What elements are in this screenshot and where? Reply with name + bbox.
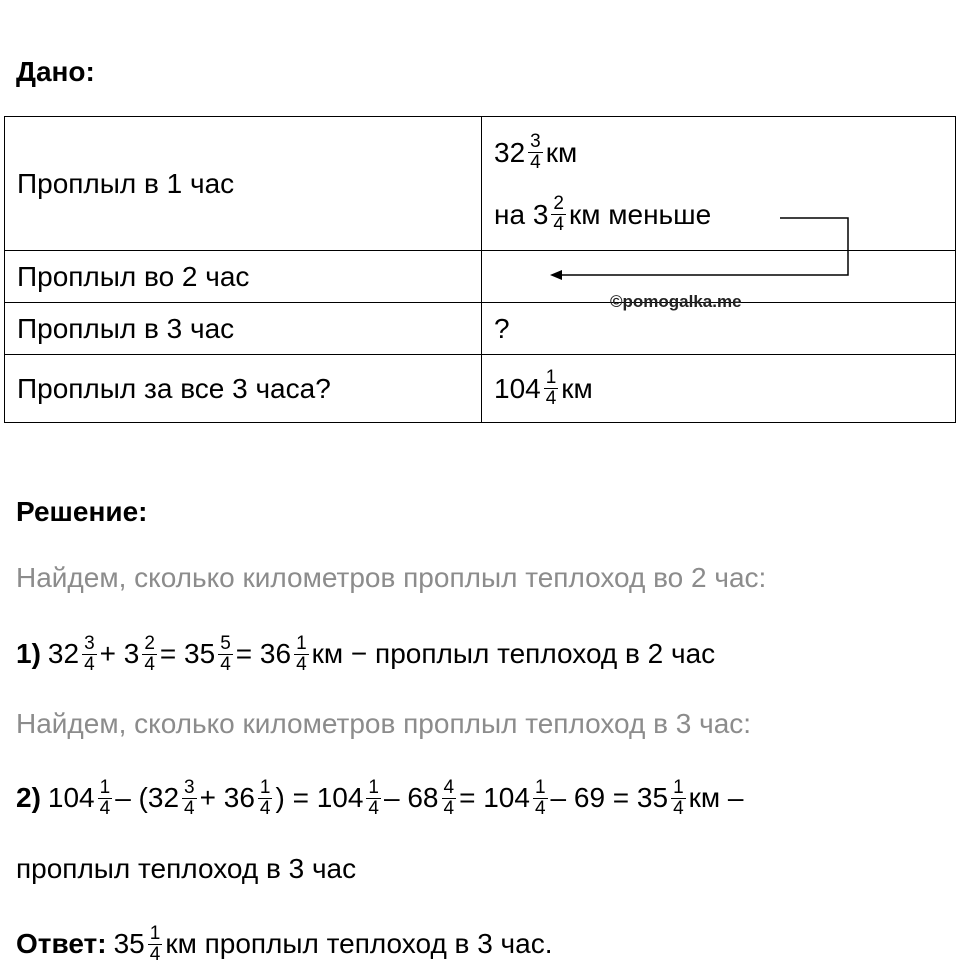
table-row [5, 355, 956, 423]
step2-fraction: $\frac{1}{4}$ [673, 776, 684, 819]
step2-fraction: $\frac{1}{4}$ [259, 776, 271, 819]
solution-heading: Решение: [16, 496, 148, 527]
row1-fraction: $\frac{3}{4}$ [530, 131, 541, 173]
table-row [5, 303, 956, 355]
step2-label: 2) [16, 782, 41, 813]
row1-unit: км [545, 136, 578, 168]
row1-difference [494, 184, 943, 246]
given-heading: Дано: [16, 56, 95, 87]
answer-line: Ответ: 35 $\frac{1}{4}$ км проплыл теплоход в 3 час. [16, 922, 553, 965]
step2-fraction: $\frac{3}{4}$ [184, 776, 195, 819]
row1-whole: 32 [494, 136, 526, 168]
row4-value-cell [482, 355, 956, 423]
step1-fraction: $\frac{3}{4}$ [84, 632, 95, 675]
row1-value [494, 122, 943, 184]
hint-step1: Найдем, сколько километров проплыл теплоход во 2 час: [16, 562, 767, 593]
row3-value: ? [482, 303, 956, 355]
row4-label: Проплыл за все 3 часа? [5, 355, 482, 423]
step1-fraction: $\frac{2}{4}$ [144, 632, 155, 675]
step1-equation: 1) 32 $\frac{3}{4}$ + 3 $\frac{2}{4}$ = 35 $\frac{5}{4}$ = 36 $\frac{1}{4}$ км − проплыл теплоход в 2 час [16, 632, 716, 675]
row4-value [494, 368, 943, 409]
step2-fraction: $\frac{4}{4}$ [443, 776, 455, 819]
step1-label: 1) [16, 638, 41, 669]
step2-fraction: $\frac{1}{4}$ [99, 776, 111, 819]
row3-label: Проплыл в 3 час [5, 303, 482, 355]
step2-continuation: проплыл теплоход в 3 час [16, 853, 357, 884]
difference-prefix: на 3 [494, 198, 549, 230]
difference-suffix: км меньше [568, 198, 712, 230]
table-row [5, 251, 956, 303]
hint-step2: Найдем, сколько километров проплыл теплоход в 3 час: [16, 708, 752, 739]
difference-fraction: $\frac{2}{4}$ [553, 193, 564, 235]
row4-whole: 104 [494, 372, 541, 404]
row2-label: Проплыл во 2 час [5, 251, 482, 303]
step1-fraction: $\frac{1}{4}$ [296, 632, 307, 675]
given-table [4, 116, 956, 423]
step2-fraction: $\frac{1}{4}$ [368, 776, 379, 819]
row1-label: Проплыл в 1 час [5, 117, 482, 251]
row4-unit: км [561, 372, 593, 404]
step1-fraction: $\frac{5}{4}$ [220, 632, 231, 675]
answer-fraction: $\frac{1}{4}$ [149, 922, 161, 965]
step2-fraction: $\frac{1}{4}$ [534, 776, 546, 819]
table-row [5, 117, 956, 251]
watermark: ©pomogalka.me [610, 292, 742, 311]
row1-value-cell [482, 117, 956, 251]
answer-label: Ответ: [16, 928, 107, 959]
step2-equation: 2) 104 $\frac{1}{4}$ – (32 $\frac{3}{4}$ + 36 $\frac{1}{4}$ ) = 104 $\frac{1}{4}$ – 68 $\frac{4}{4}$ = 104 $\frac{1}{4}$ – 69 = 35 $\frac{1}{4}$ км – [16, 776, 744, 819]
row4-fraction: $\frac{1}{4}$ [545, 367, 557, 409]
